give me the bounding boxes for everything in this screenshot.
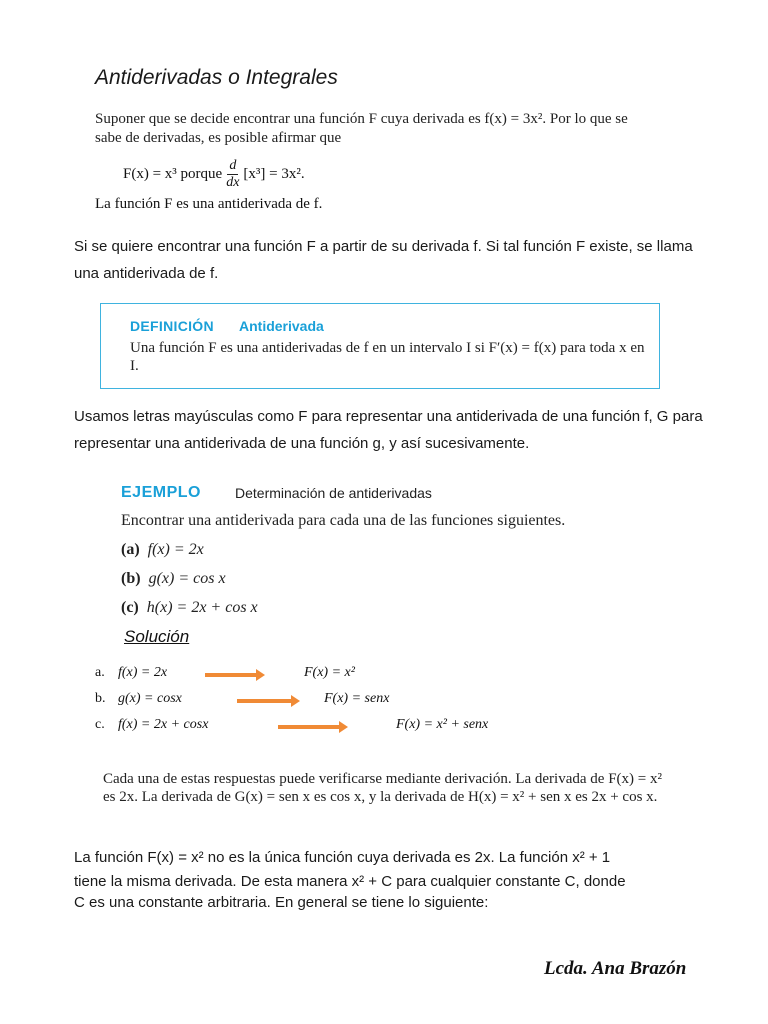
example-item-expr: h(x) = 2x + cos x <box>146 599 258 616</box>
fraction-denominator: dx <box>226 175 240 190</box>
derivative-fraction <box>226 158 239 191</box>
example-item-label: (a) <box>121 541 140 558</box>
solution-row-left: g(x) = cosx <box>118 691 182 706</box>
paragraph-1: Si se quiere encontrar una función F a partir de su derivada f. Si tal función F existe, se llama una antiderivada de f. <box>74 238 693 282</box>
solution-row-left: f(x) = 2x <box>118 665 168 680</box>
example-heading: EJEMPLO <box>121 484 201 501</box>
page-title: Antiderivadas o Integrales <box>95 66 338 89</box>
solution-row-right: F(x) = x² <box>304 665 355 680</box>
example-item <box>121 570 226 588</box>
solution-row-left: f(x) = 2x + cosx <box>118 717 209 732</box>
fraction-numerator: d <box>229 158 237 173</box>
author-signature: Lcda. Ana Brazón <box>544 958 687 979</box>
paragraph-2: Usamos letras mayúsculas como F para representar una antiderivada de una función f, G para representar una antiderivada de una función g, y así sucesivamente. <box>74 408 703 452</box>
arrow-icon <box>205 673 257 677</box>
example-subheading: Determinación de antiderivadas <box>235 485 432 501</box>
solution-row-right: F(x) = x² + senx <box>396 717 489 732</box>
closing-line-1: La función F(x) = x² no es la única función cuya derivada es 2x. La función x² + 1 <box>74 849 611 866</box>
example-item-expr: f(x) = 2x <box>147 541 204 558</box>
solution-row-label: b. <box>95 691 106 706</box>
definition-heading: DEFINICIÓN <box>130 318 214 334</box>
definition-text: Una función F es una antiderivadas de f en un intervalo I si F′(x) = f(x) para toda x en I. <box>130 340 645 374</box>
example-item-expr: g(x) = cos x <box>148 570 226 587</box>
arrow-icon <box>278 725 340 729</box>
intro-formula <box>123 158 305 191</box>
closing-line-2: tiene la misma derivada. De esta manera x² + C para cualquier constante C, donde <box>74 873 626 890</box>
example-prompt: Encontrar una antiderivada para cada una de las funciones siguientes. <box>121 512 566 529</box>
example-item <box>121 599 258 617</box>
formula-right: [x³] = 3x². <box>243 166 305 182</box>
closing-line-3: C es una constante arbitraria. En general se tiene lo siguiente: <box>74 894 489 911</box>
arrow-icon <box>237 699 292 703</box>
closing-paragraph <box>74 844 714 913</box>
example-item-label: (c) <box>121 599 139 616</box>
example-item-label: (b) <box>121 570 141 587</box>
intro-conclusion: La función F es una antiderivada de f. <box>95 196 323 212</box>
intro-line-2: sabe de derivadas, es posible afirmar que <box>95 130 342 146</box>
solution-row-label: c. <box>95 717 105 732</box>
example-item <box>121 541 204 559</box>
solution-row-right: F(x) = senx <box>324 691 390 706</box>
definition-subheading: Antiderivada <box>239 318 324 334</box>
solution-row-label: a. <box>95 665 105 680</box>
intro-line-1: Suponer que se decide encontrar una función F cuya derivada es f(x) = 3x². Por lo que se <box>95 111 628 127</box>
verification-text: Cada una de estas respuestas puede verificarse mediante derivación. La derivada de F(x) = x² es 2x. La derivada de G(x) = sen x es cos x, y la derivada de H(x) = x² + sen x es 2x + cos x. <box>103 771 662 805</box>
formula-left: F(x) = x³ porque <box>123 166 223 182</box>
intro-text <box>95 110 655 148</box>
solution-heading: Solución <box>124 627 190 646</box>
